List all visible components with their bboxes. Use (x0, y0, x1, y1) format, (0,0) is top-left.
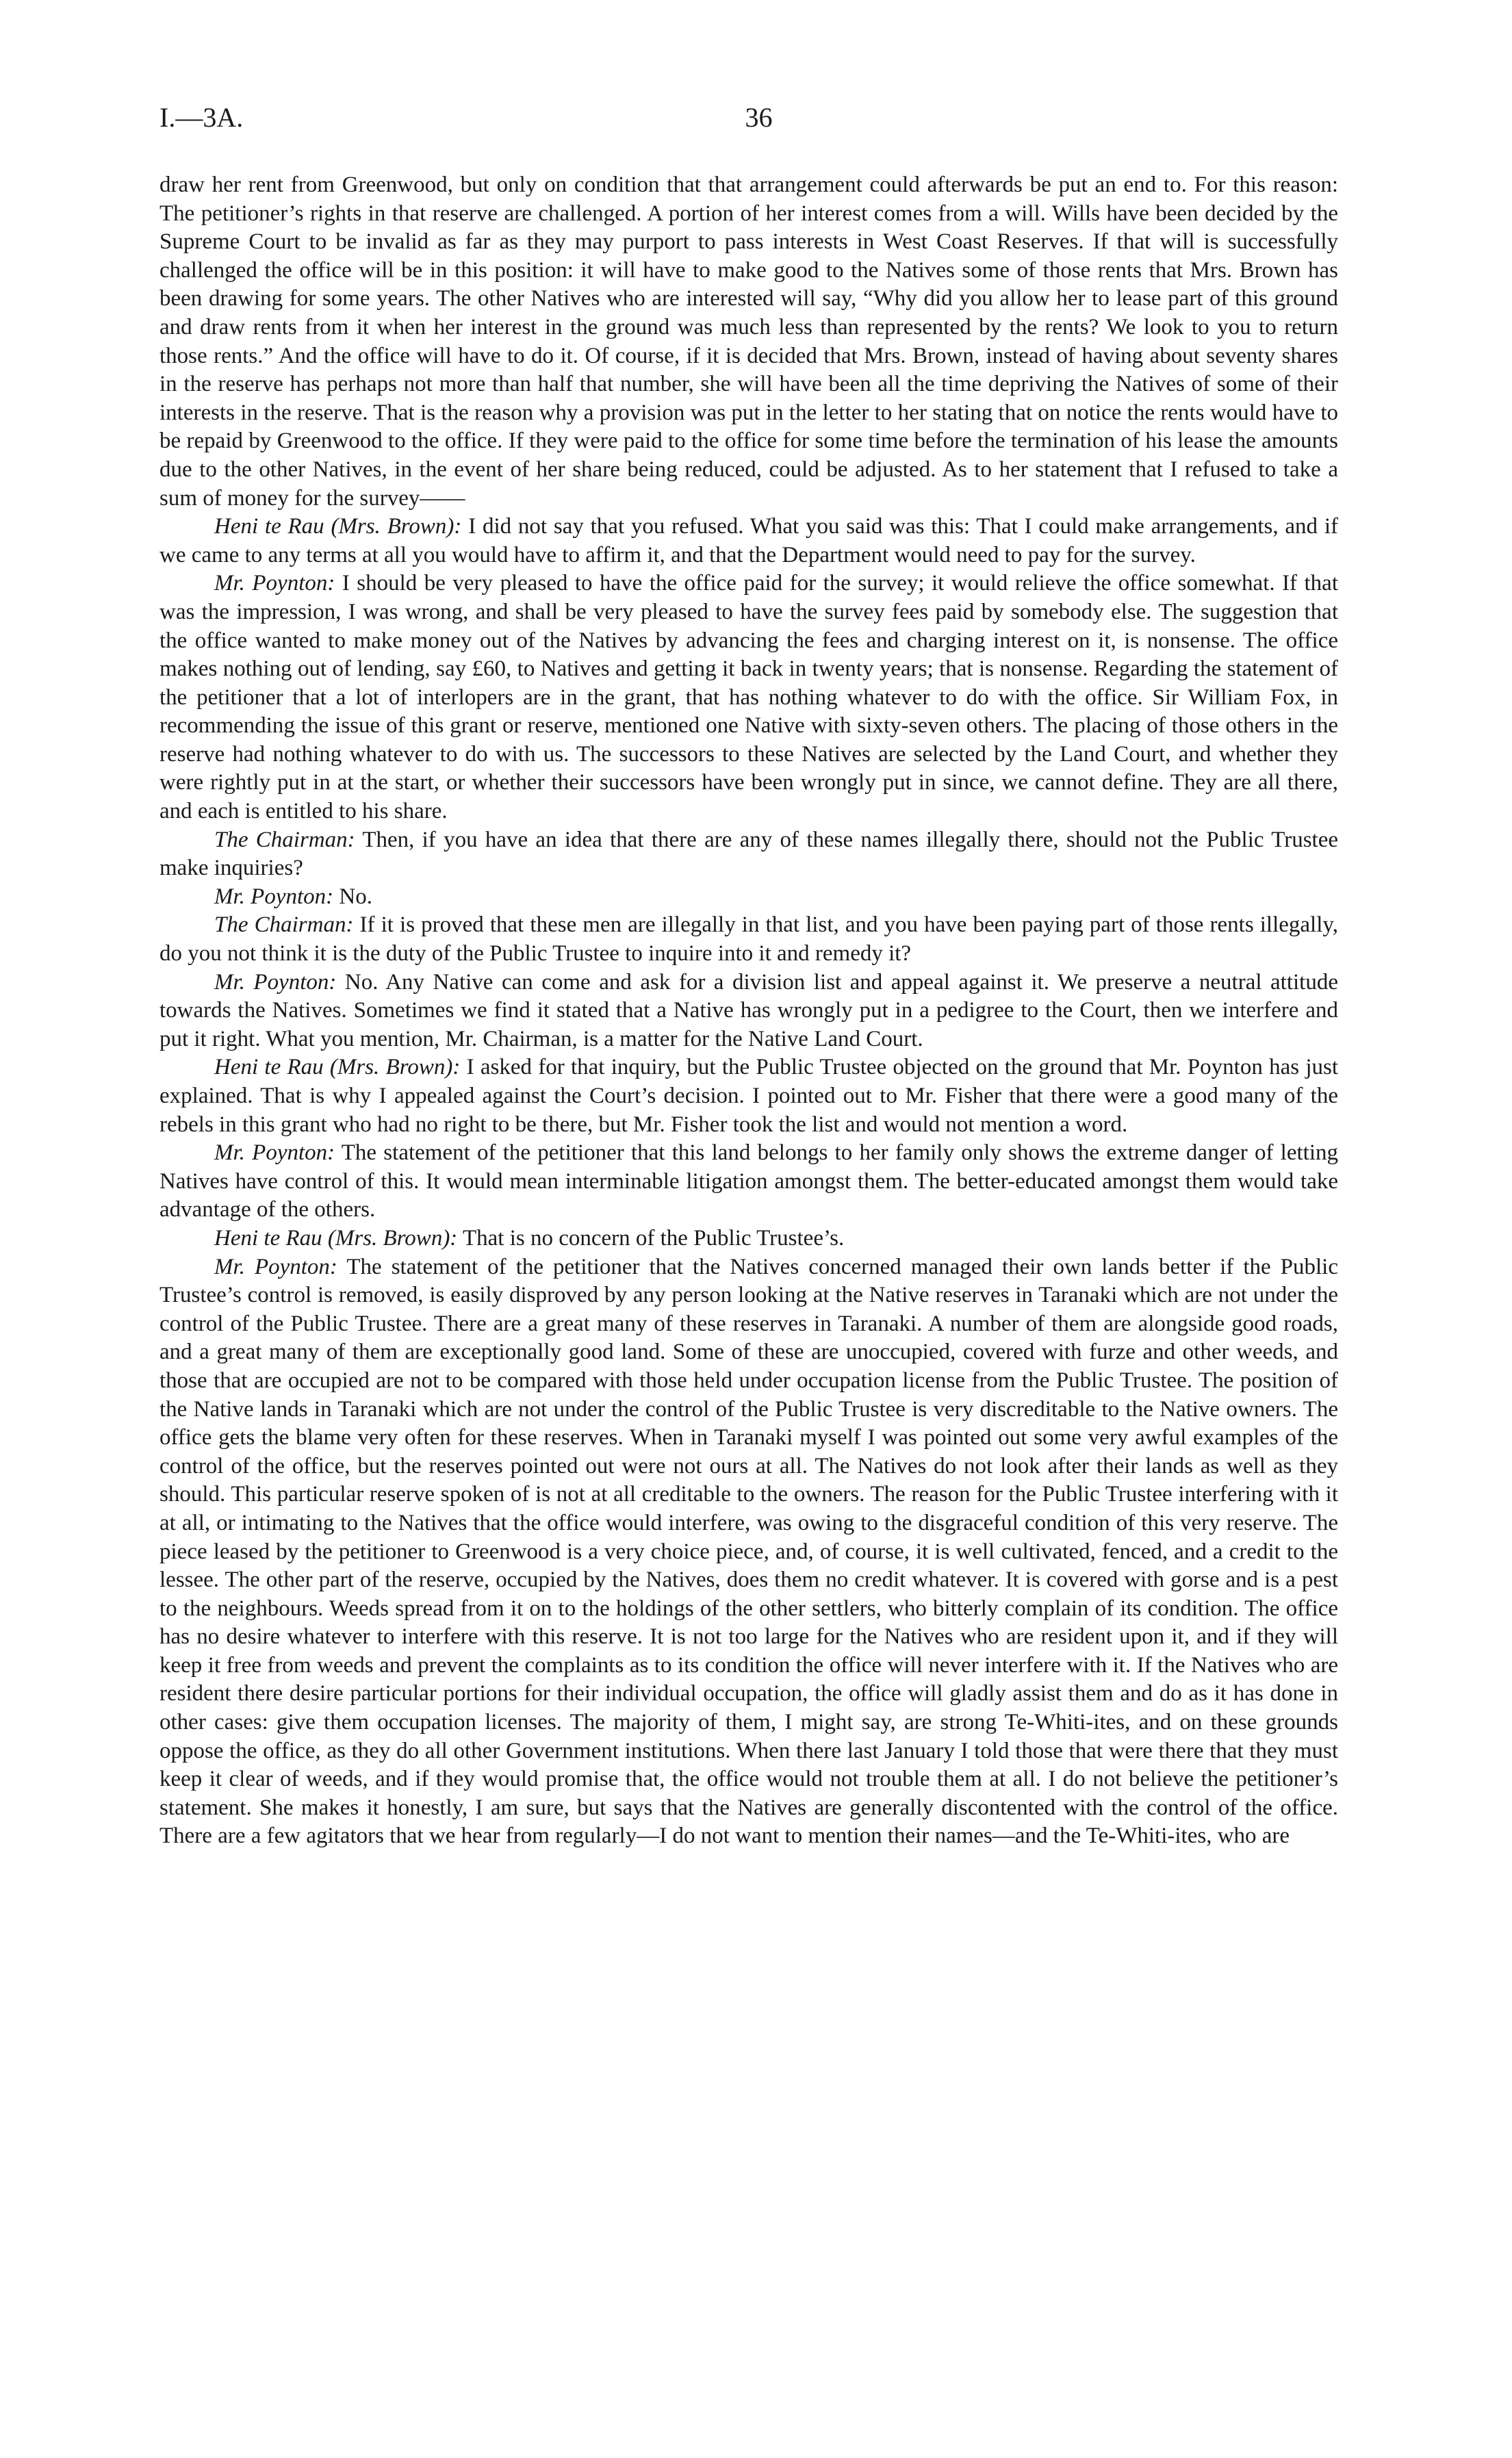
paragraph (159, 1053, 1338, 1139)
speaker-name: Mr. Poynton: (214, 969, 337, 995)
speaker-name: Mr. Poynton: (214, 571, 335, 596)
page-header (159, 101, 1358, 142)
paragraph (159, 171, 1338, 513)
speaker-name: The Chairman: (214, 912, 354, 938)
paragraph (159, 1139, 1338, 1225)
paragraph-text: If it is proved that these men are illegally in that list, and you have been paying part of those rents illegally, do you not think it is the duty of the Public Trustee to inquire into it and remedy it? (159, 912, 1338, 966)
paragraph (159, 883, 1338, 912)
body-text (159, 171, 1338, 1851)
paragraph (159, 911, 1338, 968)
speaker-name: The Chairman: (214, 827, 355, 852)
paragraph-text: I asked for that inquiry, but the Public Trustee objected on the ground that Mr. Poynton has just explained. That is why I appealed against the Court’s decision. I pointed out to Mr. Fisher that there were a good many of the rebels in this grant who had no right to be there, but Mr. Fisher took the list and would not mention a word. (159, 1055, 1338, 1137)
paragraph-text: The statement of the petitioner that the Natives concerned managed their own lands better if the Public Trustee’s control is removed, is easily disproved by any person looking at the Native reserves in Taranaki which are not under the control of the Public Trustee. There are a great many of these reserves in Taranaki. A number of them are alongside good roads, and a great many of them are exceptionally good land. Some of these are unoccupied, covered with furze and other weeds, and those that are occupied are not to be compared with those held under occupation license from the Public Trustee. The position of the Native lands in Taranaki which are not under the control of the Public Trustee is very discreditable to the Native owners. The office gets the blame very often for these reserves. When in Taranaki myself I was pointed out some very awful examples of the control of the office, but the reserves pointed out were not ours at all. The Natives do not look after their lands as well as they should. This particular reserve spoken of is not at all creditable to the owners. The reason for the Public Trustee interfering with it at all, or intimating to the Natives that the office would interfere, was owing to the disgraceful condition of this very reserve. The piece leased by the petitioner to Greenwood is a very choice piece, and, of course, it is well cultivated, fenced, and a credit to the lessee. The other part of the reserve, occupied by the Natives, does them no credit whatever. It is covered with gorse and is a pest to the neighbours. Weeds spread from it on to the holdings of the other settlers, who bitterly complain of its condition. The office has no desire whatever to interfere with this reserve. It is not too large for the Natives who are resident upon it, and if they will keep it free from weeds and prevent the complaints as to its condition the office will never interfere with it. If the Natives who are resident there desire particular portions for their individual occupation, the office will gladly assist them and do as it has done in other cases: give them occupation licenses. The majority of them, I might say, are strong Te-Whiti-ites, and on these grounds oppose the office, as they do all other Government institutions. When there last January I told those that were there that they must keep it clear of weeds, and if they would promise that, the office would not trouble them at all. I do not believe the petitioner’s statement. She makes it honestly, I am sure, but says that the Natives are generally discontented with the control of the office. There are a few agitators that we hear from regularly—I do not want to mention their names—and the Te-Whiti-ites, who are (159, 1254, 1338, 1849)
paragraph (159, 1253, 1338, 1851)
speaker-name: Heni te Rau (Mrs. Brown): (214, 1055, 461, 1080)
paragraph-text: The statement of the petitioner that this land belongs to her family only shows the extreme danger of letting Natives have control of this. It would mean interminable litigation amongst them. The better-educated amongst them would take advantage of the others. (159, 1140, 1338, 1222)
paragraph (159, 969, 1338, 1054)
paragraph-text: No. Any Native can come and ask for a division list and appeal against it. We preserve a neutral attitude towards the Natives. Sometimes we find it stated that a Native has wrongly put in a pedigree to the Court, then we interfere and put it right. What you mention, Mr. Chairman, is a matter for the Native Land Court. (159, 969, 1338, 1051)
paragraph-text: draw her rent from Greenwood, but only on condition that that arrangement could afterwards be put an end to. For this reason: The petitioner’s rights in that reserve are challenged. A portion of her interest comes from a will. Wills have been decided by the Supreme Court to be invalid as far as they may purport to pass interests in West Coast Reserves. If that will is successfully challenged the office will be in this position: it will have to make good to the Natives some of those rents that Mrs. Brown has been drawing for some years. The other Natives who are interested will say, “Why did you allow her to lease part of this ground and draw rents from it when her interest in the ground was much less than represented by the rents? We look to you to return those rents.” And the office will have to do it. Of course, if it is decided that Mrs. Brown, instead of having about seventy shares in the reserve has perhaps not more than half that number, she will have been all the time depriving the Natives of some of their interests in the reserve. That is the reason why a provision was put in the letter to her stating that on notice the rents would have to be repaid by Greenwood to the office. If they were paid to the office for some time before the termination of his lease the amounts due to the other Natives, in the event of her share being reduced, could be adjusted. As to her statement that I refused to take a sum of money for the survey—— (159, 172, 1338, 511)
page-number: 36 (745, 102, 773, 133)
speaker-name: Mr. Poynton: (214, 1140, 335, 1166)
speaker-name: Heni te Rau (Mrs. Brown): (214, 1225, 458, 1251)
speaker-name: Heni te Rau (Mrs. Brown): (214, 514, 462, 539)
speaker-name: Mr. Poynton: (214, 884, 334, 909)
paragraph (159, 513, 1338, 569)
paragraph-text: I should be very pleased to have the office paid for the survey; it would relieve the office somewhat. If that was the impression, I was wrong, and shall be very pleased to have the survey fees paid by somebody else. The suggestion that the office wanted to make money out of the Natives by advancing the fees and charging interest on it, is nonsense. The office makes nothing out of lending, say £60, to Natives and getting it back in twenty years; that is nonsense. Regarding the statement of the petitioner that a lot of interlopers are in the grant, that has nothing whatever to do with the office. Sir William Fox, in recommending the issue of this grant or reserve, mentioned one Native with sixty-seven others. The placing of those others in the reserve had nothing whatever to do with us. The successors to these Natives are selected by the Land Court, and whether they were rightly put in at the start, or whether their successors have been wrongly put in since, we cannot define. They are all there, and each is entitled to his share. (159, 571, 1338, 824)
paragraph (159, 1225, 1338, 1253)
paragraph-text: Then, if you have an idea that there are any of these names illegally there, should not the Public Trustee make inquiries? (159, 827, 1339, 881)
paragraph-text: That is no concern of the Public Trustee’s. (462, 1225, 845, 1251)
paragraph-text: I did not say that you refused. What you said was this: That I could make arrangements, and if we came to any terms at all you would have to affirm it, and that the Department would need to pay for the survey. (159, 514, 1338, 567)
document-reference: I.—3A. (159, 102, 244, 133)
paragraph-text: No. (339, 884, 372, 909)
paragraph (159, 826, 1338, 883)
paragraph (159, 569, 1338, 825)
speaker-name: Mr. Poynton: (214, 1254, 337, 1279)
